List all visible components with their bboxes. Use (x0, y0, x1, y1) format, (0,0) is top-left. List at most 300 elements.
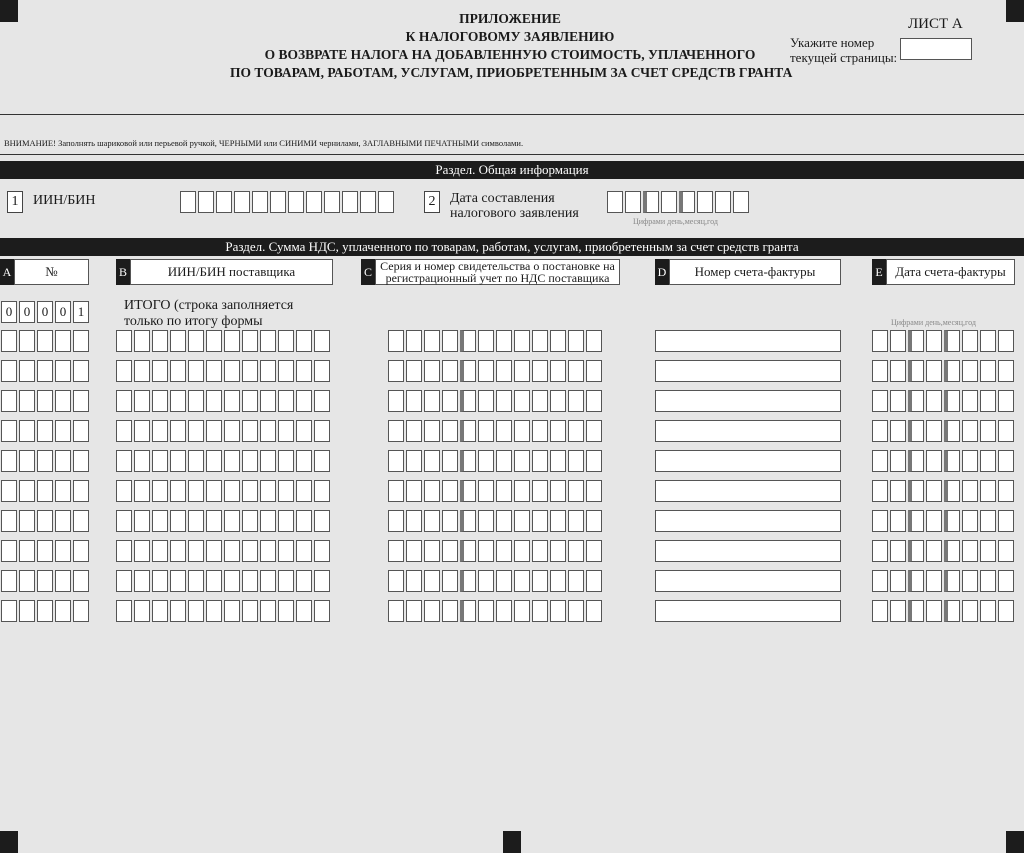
vat-certificate-cell[interactable] (442, 510, 458, 532)
vat-certificate-cell[interactable] (586, 420, 602, 442)
vat-certificate-cell[interactable] (568, 570, 584, 592)
vat-certificate-cell[interactable] (424, 390, 440, 412)
row-number-cell[interactable] (55, 330, 71, 352)
supplier-iin-bin-cell[interactable] (296, 330, 312, 352)
vat-certificate-cell[interactable] (406, 570, 422, 592)
vat-certificate-cell[interactable] (478, 420, 494, 442)
vat-certificate-cell[interactable] (442, 420, 458, 442)
invoice-date-cell[interactable] (926, 570, 942, 592)
supplier-iin-bin-cell[interactable] (314, 330, 330, 352)
supplier-iin-bin-cell[interactable] (224, 510, 240, 532)
invoice-number-input[interactable] (655, 510, 841, 532)
vat-certificate-cell[interactable] (514, 330, 530, 352)
supplier-iin-bin-cell[interactable] (278, 600, 294, 622)
vat-certificate-cell[interactable] (424, 570, 440, 592)
vat-certificate-cell[interactable] (532, 450, 548, 472)
supplier-iin-bin-cell[interactable] (242, 360, 258, 382)
invoice-number-input[interactable] (655, 450, 841, 472)
supplier-iin-bin-cell[interactable] (224, 330, 240, 352)
invoice-date-cell[interactable] (890, 600, 906, 622)
invoice-date-cell[interactable] (998, 600, 1014, 622)
supplier-iin-bin-cell[interactable] (206, 420, 222, 442)
invoice-date-cell[interactable] (998, 420, 1014, 442)
declaration-date-cell[interactable] (679, 191, 695, 213)
supplier-iin-bin-cell[interactable] (170, 480, 186, 502)
invoice-date-cell[interactable] (890, 510, 906, 532)
supplier-iin-bin-cell[interactable] (314, 570, 330, 592)
vat-certificate-cell[interactable] (568, 600, 584, 622)
invoice-date-cell[interactable] (998, 570, 1014, 592)
vat-certificate-cell[interactable] (442, 390, 458, 412)
vat-certificate-cell[interactable] (586, 480, 602, 502)
supplier-iin-bin-cell[interactable] (260, 420, 276, 442)
row-number-cell[interactable] (19, 390, 35, 412)
invoice-date-cell[interactable] (962, 450, 978, 472)
row-number-cell[interactable] (55, 360, 71, 382)
row-number-cell[interactable] (73, 390, 89, 412)
vat-certificate-cell[interactable] (514, 540, 530, 562)
iin-bin-cell[interactable] (378, 191, 394, 213)
iin-bin-cell[interactable] (306, 191, 322, 213)
supplier-iin-bin-cell[interactable] (152, 420, 168, 442)
supplier-iin-bin-cell[interactable] (242, 420, 258, 442)
invoice-date-cell[interactable] (980, 330, 996, 352)
row-number-cell[interactable] (55, 390, 71, 412)
invoice-date-cell[interactable] (908, 480, 924, 502)
row-number-cell[interactable] (19, 360, 35, 382)
vat-certificate-cell[interactable] (388, 600, 404, 622)
vat-certificate-cell[interactable] (424, 360, 440, 382)
supplier-iin-bin-cell[interactable] (116, 420, 132, 442)
invoice-date-cell[interactable] (872, 420, 888, 442)
supplier-iin-bin-cell[interactable] (260, 450, 276, 472)
supplier-iin-bin-cell[interactable] (314, 540, 330, 562)
supplier-iin-bin-cell[interactable] (278, 570, 294, 592)
invoice-date-cell[interactable] (890, 390, 906, 412)
row-number-cell[interactable] (19, 480, 35, 502)
vat-certificate-cell[interactable] (496, 390, 512, 412)
invoice-number-input[interactable] (655, 330, 841, 352)
supplier-iin-bin-cell[interactable] (314, 390, 330, 412)
vat-certificate-cell[interactable] (532, 420, 548, 442)
row-number-cell[interactable] (19, 450, 35, 472)
vat-certificate-cell[interactable] (478, 450, 494, 472)
vat-certificate-cell[interactable] (532, 540, 548, 562)
supplier-iin-bin-cell[interactable] (260, 480, 276, 502)
vat-certificate-cell[interactable] (586, 360, 602, 382)
supplier-iin-bin-cell[interactable] (242, 480, 258, 502)
vat-certificate-cell[interactable] (388, 540, 404, 562)
supplier-iin-bin-cell[interactable] (134, 360, 150, 382)
row-number-cell[interactable] (55, 480, 71, 502)
vat-certificate-cell[interactable] (460, 510, 476, 532)
supplier-iin-bin-cell[interactable] (134, 330, 150, 352)
row-number-cell[interactable] (19, 330, 35, 352)
supplier-iin-bin-cell[interactable] (314, 420, 330, 442)
vat-certificate-cell[interactable] (478, 480, 494, 502)
vat-certificate-cell[interactable] (532, 360, 548, 382)
vat-certificate-cell[interactable] (550, 390, 566, 412)
vat-certificate-cell[interactable] (550, 540, 566, 562)
vat-certificate-cell[interactable] (424, 600, 440, 622)
invoice-date-cell[interactable] (998, 330, 1014, 352)
supplier-iin-bin-cell[interactable] (278, 360, 294, 382)
vat-certificate-cell[interactable] (406, 450, 422, 472)
supplier-iin-bin-cell[interactable] (170, 600, 186, 622)
supplier-iin-bin-cell[interactable] (116, 540, 132, 562)
vat-certificate-cell[interactable] (424, 480, 440, 502)
invoice-date-cell[interactable] (980, 360, 996, 382)
supplier-iin-bin-cell[interactable] (188, 540, 204, 562)
invoice-date-cell[interactable] (872, 570, 888, 592)
supplier-iin-bin-cell[interactable] (188, 450, 204, 472)
supplier-iin-bin-cell[interactable] (206, 540, 222, 562)
invoice-date-cell[interactable] (962, 360, 978, 382)
vat-certificate-cell[interactable] (586, 390, 602, 412)
row-number-cell[interactable] (37, 420, 53, 442)
invoice-date-cell[interactable] (872, 540, 888, 562)
supplier-iin-bin-cell[interactable] (134, 600, 150, 622)
supplier-iin-bin-cell[interactable] (260, 510, 276, 532)
supplier-iin-bin-cell[interactable] (170, 390, 186, 412)
vat-certificate-cell[interactable] (388, 390, 404, 412)
supplier-iin-bin-cell[interactable] (242, 600, 258, 622)
vat-certificate-cell[interactable] (568, 360, 584, 382)
invoice-date-cell[interactable] (908, 510, 924, 532)
vat-certificate-cell[interactable] (550, 510, 566, 532)
iin-bin-cell[interactable] (216, 191, 232, 213)
row-number-cell[interactable] (73, 540, 89, 562)
iin-bin-cell[interactable] (252, 191, 268, 213)
supplier-iin-bin-cell[interactable] (116, 570, 132, 592)
vat-certificate-cell[interactable] (514, 420, 530, 442)
supplier-iin-bin-cell[interactable] (278, 450, 294, 472)
invoice-date-cell[interactable] (890, 420, 906, 442)
vat-certificate-cell[interactable] (550, 420, 566, 442)
vat-certificate-cell[interactable] (388, 420, 404, 442)
invoice-date-cell[interactable] (962, 330, 978, 352)
invoice-date-cell[interactable] (944, 480, 960, 502)
supplier-iin-bin-cell[interactable] (224, 600, 240, 622)
vat-certificate-cell[interactable] (424, 510, 440, 532)
vat-certificate-cell[interactable] (478, 600, 494, 622)
vat-certificate-cell[interactable] (550, 330, 566, 352)
vat-certificate-cell[interactable] (550, 600, 566, 622)
row-number-cell[interactable] (19, 570, 35, 592)
vat-certificate-cell[interactable] (496, 450, 512, 472)
row-number-cell[interactable] (1, 540, 17, 562)
supplier-iin-bin-cell[interactable] (224, 360, 240, 382)
invoice-date-cell[interactable] (944, 390, 960, 412)
supplier-iin-bin-cell[interactable] (152, 540, 168, 562)
invoice-date-cell[interactable] (872, 600, 888, 622)
row-number-cell[interactable] (73, 570, 89, 592)
row-number-cell[interactable] (73, 450, 89, 472)
vat-certificate-cell[interactable] (388, 450, 404, 472)
vat-certificate-cell[interactable] (514, 450, 530, 472)
invoice-date-cell[interactable] (944, 600, 960, 622)
supplier-iin-bin-cell[interactable] (152, 450, 168, 472)
invoice-date-cell[interactable] (908, 420, 924, 442)
vat-certificate-cell[interactable] (424, 420, 440, 442)
supplier-iin-bin-cell[interactable] (188, 330, 204, 352)
supplier-iin-bin-cell[interactable] (134, 390, 150, 412)
invoice-date-cell[interactable] (944, 330, 960, 352)
vat-certificate-cell[interactable] (460, 600, 476, 622)
declaration-date-cell[interactable] (733, 191, 749, 213)
supplier-iin-bin-cell[interactable] (134, 420, 150, 442)
vat-certificate-cell[interactable] (478, 540, 494, 562)
supplier-iin-bin-cell[interactable] (134, 570, 150, 592)
vat-certificate-cell[interactable] (496, 330, 512, 352)
row-number-cell[interactable] (37, 330, 53, 352)
vat-certificate-cell[interactable] (568, 510, 584, 532)
supplier-iin-bin-cell[interactable] (116, 480, 132, 502)
invoice-date-cell[interactable] (962, 420, 978, 442)
invoice-date-cell[interactable] (962, 600, 978, 622)
vat-certificate-cell[interactable] (424, 540, 440, 562)
vat-certificate-cell[interactable] (514, 600, 530, 622)
supplier-iin-bin-cell[interactable] (152, 360, 168, 382)
invoice-date-cell[interactable] (890, 330, 906, 352)
vat-certificate-cell[interactable] (586, 600, 602, 622)
declaration-date-cell[interactable] (715, 191, 731, 213)
invoice-date-cell[interactable] (908, 330, 924, 352)
supplier-iin-bin-cell[interactable] (242, 450, 258, 472)
vat-certificate-cell[interactable] (424, 450, 440, 472)
vat-certificate-cell[interactable] (406, 600, 422, 622)
supplier-iin-bin-cell[interactable] (152, 390, 168, 412)
invoice-date-cell[interactable] (980, 510, 996, 532)
vat-certificate-cell[interactable] (460, 480, 476, 502)
supplier-iin-bin-cell[interactable] (296, 450, 312, 472)
vat-certificate-cell[interactable] (496, 420, 512, 442)
supplier-iin-bin-cell[interactable] (278, 420, 294, 442)
row-number-cell[interactable] (73, 510, 89, 532)
vat-certificate-cell[interactable] (406, 390, 422, 412)
row-number-cell[interactable] (37, 480, 53, 502)
vat-certificate-cell[interactable] (496, 600, 512, 622)
row-number-cell[interactable] (55, 420, 71, 442)
vat-certificate-cell[interactable] (496, 480, 512, 502)
supplier-iin-bin-cell[interactable] (170, 540, 186, 562)
invoice-date-cell[interactable] (980, 540, 996, 562)
vat-certificate-cell[interactable] (550, 570, 566, 592)
vat-certificate-cell[interactable] (586, 450, 602, 472)
vat-certificate-cell[interactable] (514, 390, 530, 412)
supplier-iin-bin-cell[interactable] (296, 540, 312, 562)
supplier-iin-bin-cell[interactable] (224, 570, 240, 592)
row-number-cell[interactable] (37, 360, 53, 382)
invoice-number-input[interactable] (655, 480, 841, 502)
row-number-cell[interactable] (37, 600, 53, 622)
vat-certificate-cell[interactable] (514, 510, 530, 532)
supplier-iin-bin-cell[interactable] (134, 540, 150, 562)
supplier-iin-bin-cell[interactable] (242, 540, 258, 562)
supplier-iin-bin-cell[interactable] (260, 390, 276, 412)
supplier-iin-bin-cell[interactable] (224, 540, 240, 562)
declaration-date-cell[interactable] (661, 191, 677, 213)
vat-certificate-cell[interactable] (442, 330, 458, 352)
supplier-iin-bin-cell[interactable] (116, 330, 132, 352)
row-number-cell[interactable] (19, 510, 35, 532)
invoice-date-cell[interactable] (890, 540, 906, 562)
invoice-date-cell[interactable] (908, 540, 924, 562)
supplier-iin-bin-cell[interactable] (206, 600, 222, 622)
vat-certificate-cell[interactable] (568, 420, 584, 442)
invoice-date-cell[interactable] (944, 360, 960, 382)
vat-certificate-cell[interactable] (532, 480, 548, 502)
invoice-date-cell[interactable] (926, 330, 942, 352)
vat-certificate-cell[interactable] (442, 570, 458, 592)
iin-bin-cell[interactable] (342, 191, 358, 213)
supplier-iin-bin-cell[interactable] (224, 480, 240, 502)
supplier-iin-bin-cell[interactable] (188, 420, 204, 442)
row-number-cell[interactable] (55, 570, 71, 592)
page-number-input[interactable] (900, 38, 972, 60)
vat-certificate-cell[interactable] (478, 360, 494, 382)
supplier-iin-bin-cell[interactable] (224, 420, 240, 442)
vat-certificate-cell[interactable] (442, 360, 458, 382)
invoice-date-cell[interactable] (980, 450, 996, 472)
vat-certificate-cell[interactable] (514, 480, 530, 502)
invoice-date-cell[interactable] (908, 390, 924, 412)
row-number-cell[interactable] (1, 390, 17, 412)
invoice-number-input[interactable] (655, 540, 841, 562)
supplier-iin-bin-cell[interactable] (206, 330, 222, 352)
invoice-date-cell[interactable] (926, 480, 942, 502)
vat-certificate-cell[interactable] (496, 570, 512, 592)
vat-certificate-cell[interactable] (514, 360, 530, 382)
supplier-iin-bin-cell[interactable] (260, 600, 276, 622)
row-number-cell[interactable] (19, 420, 35, 442)
invoice-date-cell[interactable] (908, 570, 924, 592)
supplier-iin-bin-cell[interactable] (260, 330, 276, 352)
invoice-date-cell[interactable] (908, 360, 924, 382)
supplier-iin-bin-cell[interactable] (152, 600, 168, 622)
supplier-iin-bin-cell[interactable] (260, 540, 276, 562)
vat-certificate-cell[interactable] (532, 510, 548, 532)
supplier-iin-bin-cell[interactable] (314, 450, 330, 472)
invoice-date-cell[interactable] (908, 600, 924, 622)
vat-certificate-cell[interactable] (478, 510, 494, 532)
vat-certificate-cell[interactable] (550, 480, 566, 502)
supplier-iin-bin-cell[interactable] (170, 510, 186, 532)
supplier-iin-bin-cell[interactable] (296, 390, 312, 412)
invoice-date-cell[interactable] (926, 420, 942, 442)
vat-certificate-cell[interactable] (460, 390, 476, 412)
row-number-cell[interactable] (73, 330, 89, 352)
invoice-date-cell[interactable] (926, 390, 942, 412)
supplier-iin-bin-cell[interactable] (170, 330, 186, 352)
invoice-date-cell[interactable] (998, 390, 1014, 412)
supplier-iin-bin-cell[interactable] (296, 510, 312, 532)
vat-certificate-cell[interactable] (388, 570, 404, 592)
vat-certificate-cell[interactable] (568, 540, 584, 562)
supplier-iin-bin-cell[interactable] (242, 510, 258, 532)
row-number-cell[interactable] (37, 510, 53, 532)
supplier-iin-bin-cell[interactable] (116, 360, 132, 382)
vat-certificate-cell[interactable] (388, 480, 404, 502)
supplier-iin-bin-cell[interactable] (152, 330, 168, 352)
vat-certificate-cell[interactable] (568, 390, 584, 412)
row-number-cell[interactable] (37, 450, 53, 472)
vat-certificate-cell[interactable] (460, 570, 476, 592)
vat-certificate-cell[interactable] (406, 420, 422, 442)
invoice-date-cell[interactable] (872, 330, 888, 352)
vat-certificate-cell[interactable] (568, 330, 584, 352)
invoice-date-cell[interactable] (890, 480, 906, 502)
iin-bin-cell[interactable] (270, 191, 286, 213)
row-number-cell[interactable] (73, 600, 89, 622)
vat-certificate-cell[interactable] (424, 330, 440, 352)
vat-certificate-cell[interactable] (586, 330, 602, 352)
supplier-iin-bin-cell[interactable] (278, 390, 294, 412)
supplier-iin-bin-cell[interactable] (134, 510, 150, 532)
declaration-date-cell[interactable] (697, 191, 713, 213)
supplier-iin-bin-cell[interactable] (116, 600, 132, 622)
supplier-iin-bin-cell[interactable] (134, 480, 150, 502)
invoice-date-cell[interactable] (872, 390, 888, 412)
vat-certificate-cell[interactable] (514, 570, 530, 592)
supplier-iin-bin-cell[interactable] (188, 390, 204, 412)
supplier-iin-bin-cell[interactable] (278, 540, 294, 562)
supplier-iin-bin-cell[interactable] (206, 510, 222, 532)
row-number-cell[interactable] (55, 510, 71, 532)
invoice-date-cell[interactable] (980, 570, 996, 592)
vat-certificate-cell[interactable] (586, 540, 602, 562)
iin-bin-cell[interactable] (324, 191, 340, 213)
row-number-cell[interactable] (55, 540, 71, 562)
invoice-number-input[interactable] (655, 570, 841, 592)
row-number-cell[interactable] (37, 540, 53, 562)
invoice-date-cell[interactable] (926, 510, 942, 532)
vat-certificate-cell[interactable] (442, 450, 458, 472)
supplier-iin-bin-cell[interactable] (296, 360, 312, 382)
invoice-date-cell[interactable] (980, 420, 996, 442)
supplier-iin-bin-cell[interactable] (296, 570, 312, 592)
invoice-date-cell[interactable] (944, 450, 960, 472)
vat-certificate-cell[interactable] (496, 540, 512, 562)
invoice-date-cell[interactable] (962, 480, 978, 502)
vat-certificate-cell[interactable] (586, 510, 602, 532)
supplier-iin-bin-cell[interactable] (296, 600, 312, 622)
invoice-date-cell[interactable] (998, 450, 1014, 472)
supplier-iin-bin-cell[interactable] (206, 570, 222, 592)
invoice-date-cell[interactable] (944, 570, 960, 592)
supplier-iin-bin-cell[interactable] (278, 330, 294, 352)
vat-certificate-cell[interactable] (406, 360, 422, 382)
invoice-date-cell[interactable] (962, 540, 978, 562)
supplier-iin-bin-cell[interactable] (170, 570, 186, 592)
invoice-date-cell[interactable] (872, 450, 888, 472)
invoice-date-cell[interactable] (890, 570, 906, 592)
iin-bin-cell[interactable] (360, 191, 376, 213)
invoice-date-cell[interactable] (926, 540, 942, 562)
invoice-number-input[interactable] (655, 390, 841, 412)
row-number-cell[interactable] (55, 450, 71, 472)
supplier-iin-bin-cell[interactable] (206, 480, 222, 502)
supplier-iin-bin-cell[interactable] (242, 570, 258, 592)
iin-bin-cell[interactable] (234, 191, 250, 213)
supplier-iin-bin-cell[interactable] (116, 510, 132, 532)
vat-certificate-cell[interactable] (478, 390, 494, 412)
supplier-iin-bin-cell[interactable] (242, 330, 258, 352)
supplier-iin-bin-cell[interactable] (278, 480, 294, 502)
row-number-cell[interactable] (1, 480, 17, 502)
invoice-date-cell[interactable] (908, 450, 924, 472)
supplier-iin-bin-cell[interactable] (152, 510, 168, 532)
